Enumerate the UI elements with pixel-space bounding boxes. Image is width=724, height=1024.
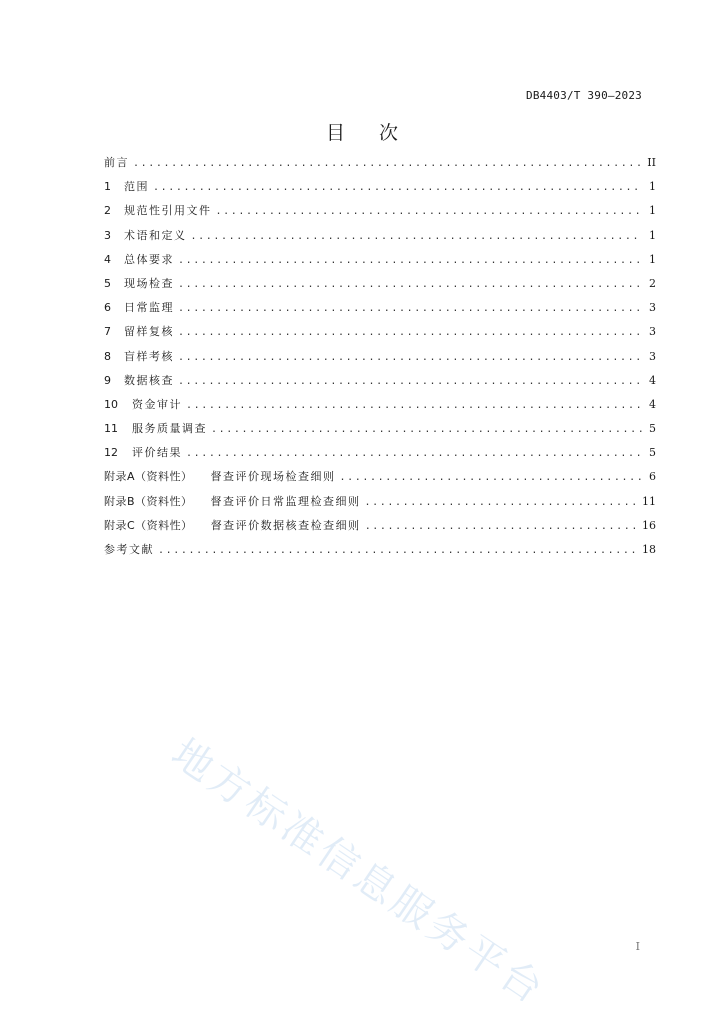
toc-item-page: 4 [649, 397, 656, 411]
watermark: 地方标准信息服务平台 [163, 730, 554, 1015]
toc-item-number: 12 [104, 446, 118, 460]
toc-item-page: 6 [649, 470, 656, 484]
toc-item-page: II [647, 156, 656, 169]
toc-leader-dots [178, 249, 642, 273]
page-number: I [635, 940, 640, 953]
toc-leader-dots [186, 394, 642, 418]
toc-item-page: 1 [649, 204, 656, 218]
toc-leader-dots [178, 297, 642, 321]
toc-item-page: 11 [642, 494, 656, 508]
toc-item-11[interactable] [104, 417, 656, 441]
toc-item-number: 2 [104, 204, 111, 218]
toc-item-page: 3 [649, 325, 656, 339]
toc-title: 目次 [325, 122, 432, 144]
toc-item-number: 5 [104, 276, 111, 290]
toc-item-bibliography[interactable] [104, 538, 656, 562]
toc-item-annex-a[interactable] [104, 465, 656, 489]
toc-item-label: 督查评价现场检查细则 [210, 470, 336, 484]
toc-leader-dots [178, 346, 642, 370]
toc-item-label: 留样复核 [124, 325, 174, 339]
toc-item-number: 10 [104, 397, 118, 411]
toc-leader-dots [133, 152, 642, 176]
toc-leader-dots [158, 539, 638, 563]
toc-leader-dots [365, 515, 638, 539]
toc-item-page: 5 [649, 446, 656, 460]
toc-item-number: 8 [104, 349, 111, 363]
toc-leader-dots [186, 442, 642, 466]
toc-item-label: 前言 [104, 156, 129, 169]
toc-item-number: 7 [104, 325, 111, 339]
toc-item-foreword[interactable] [104, 151, 656, 175]
toc-item-number: 3 [104, 228, 111, 242]
toc-annex-tag: 附录A（资料性） [104, 470, 193, 484]
toc-item-number: 1 [104, 180, 111, 194]
toc-item-label: 数据核查 [124, 373, 174, 387]
toc-item-page: 1 [649, 252, 656, 266]
toc-item-page: 3 [649, 349, 656, 363]
toc-leader-dots [216, 200, 643, 224]
toc-item-9[interactable] [104, 369, 656, 393]
toc-item-page: 16 [642, 518, 656, 532]
document-code: DB4403/T 390—2023 [526, 89, 642, 102]
toc-leader-dots [178, 370, 642, 394]
toc-item-label: 总体要求 [124, 252, 174, 266]
toc-item-5[interactable] [104, 272, 656, 296]
toc-leader-dots [191, 225, 643, 249]
toc-item-3[interactable] [104, 224, 656, 248]
toc-leader-dots [340, 466, 642, 490]
toc-item-12[interactable] [104, 441, 656, 465]
toc-annex-tag: 附录C（资料性） [104, 518, 193, 532]
toc-item-7[interactable] [104, 320, 656, 344]
toc-item-10[interactable] [104, 393, 656, 417]
toc-leader-dots [178, 273, 642, 297]
toc-item-label: 督查评价数据核查检查细则 [210, 518, 361, 532]
toc-leader-dots [178, 321, 642, 345]
toc-item-annex-b[interactable] [104, 490, 656, 514]
toc-item-2[interactable] [104, 199, 656, 223]
toc-item-number: 4 [104, 252, 111, 266]
toc-item-label: 盲样考核 [124, 349, 174, 363]
toc-leader-dots [153, 176, 642, 200]
toc-item-page: 18 [642, 543, 656, 556]
toc-item-page: 2 [649, 276, 656, 290]
toc-item-label: 规范性引用文件 [124, 204, 212, 218]
toc-item-label: 参考文献 [104, 543, 154, 556]
toc-annex-tag: 附录B（资料性） [104, 494, 193, 508]
table-of-contents [104, 151, 656, 562]
toc-item-page: 4 [649, 373, 656, 387]
toc-item-label: 评价结果 [132, 446, 182, 460]
toc-item-label: 资金审计 [132, 397, 182, 411]
toc-leader-dots [365, 491, 638, 515]
toc-item-4[interactable] [104, 248, 656, 272]
toc-item-page: 3 [649, 301, 656, 315]
toc-item-number: 6 [104, 301, 111, 315]
toc-item-6[interactable] [104, 296, 656, 320]
toc-item-label: 服务质量调查 [132, 422, 207, 436]
toc-item-1[interactable] [104, 175, 656, 199]
toc-item-page: 1 [649, 180, 656, 194]
toc-item-label: 现场检查 [124, 276, 174, 290]
toc-item-label: 日常监理 [124, 301, 174, 315]
toc-item-page: 1 [649, 228, 656, 242]
toc-item-number: 11 [104, 422, 118, 436]
toc-item-number: 9 [104, 373, 111, 387]
toc-item-label: 督查评价日常监理检查细则 [210, 494, 361, 508]
toc-item-label: 术语和定义 [124, 228, 187, 242]
toc-leader-dots [211, 418, 642, 442]
toc-item-page: 5 [649, 422, 656, 436]
toc-item-8[interactable] [104, 345, 656, 369]
toc-item-label: 范围 [124, 180, 149, 194]
toc-item-annex-c[interactable] [104, 514, 656, 538]
